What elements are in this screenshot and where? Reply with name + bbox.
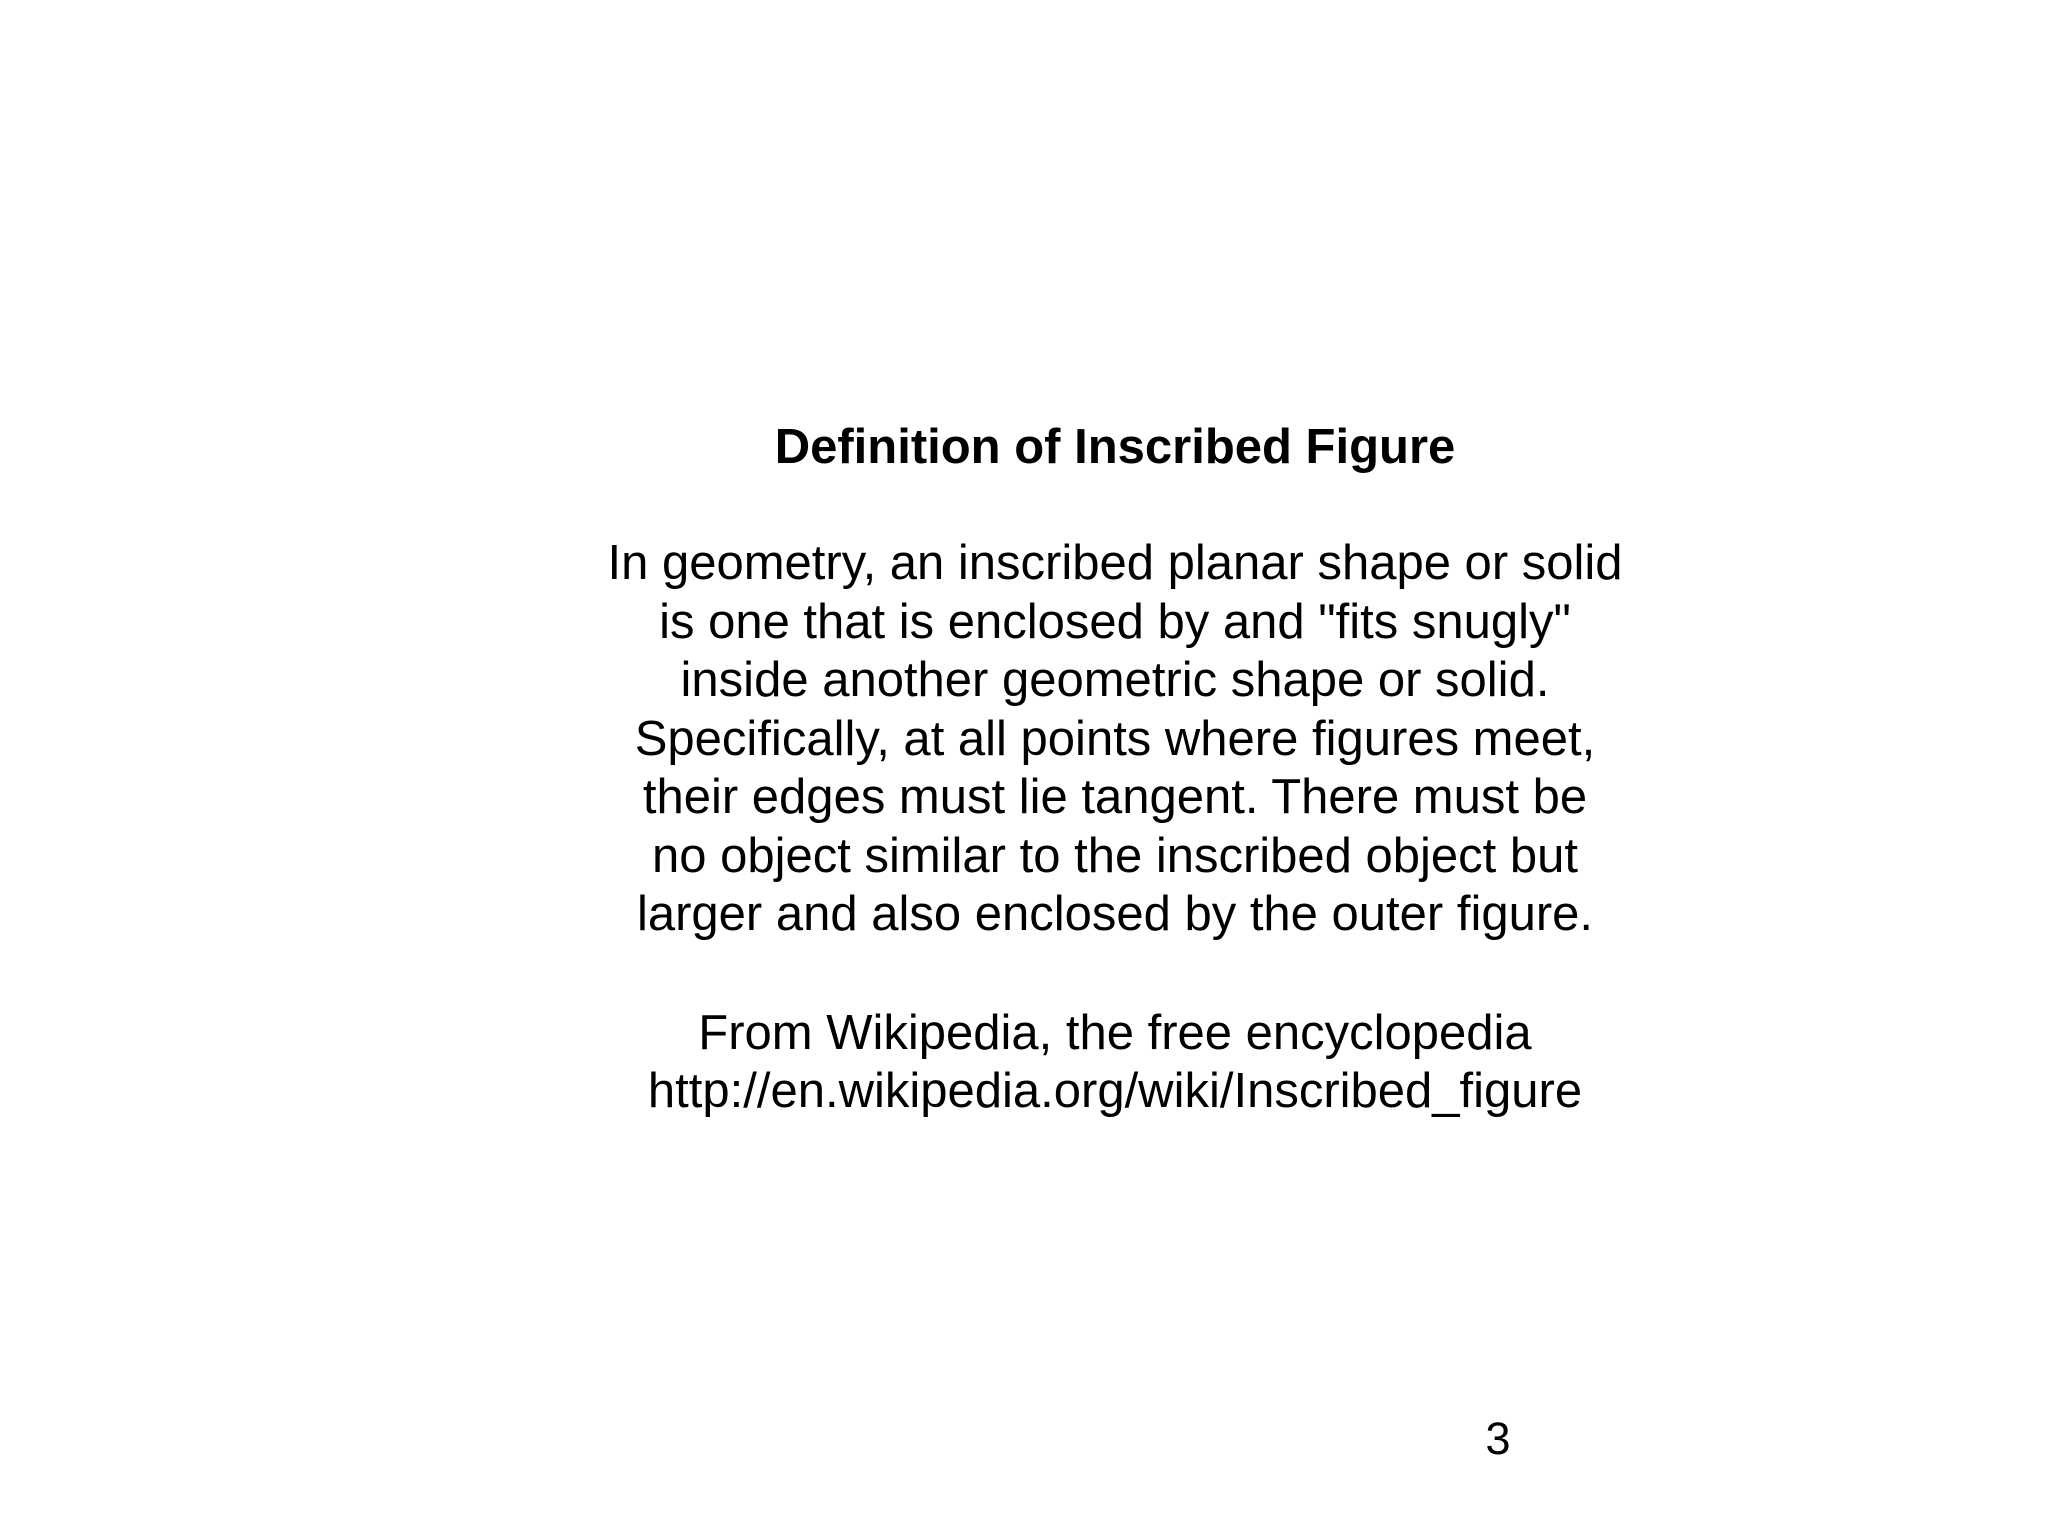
page-number: 3	[1485, 1413, 1511, 1464]
definition-line: larger and also enclosed by the outer figure.	[636, 887, 1594, 941]
definition-line: is one that is enclosed by and "fits snugly"	[659, 594, 1571, 649]
definition-line: their edges must lie tangent. There must be	[642, 770, 1588, 824]
definition-text	[540, 534, 1690, 944]
source-citation	[540, 1004, 1690, 1121]
definition-line: inside another geometric shape or solid.	[680, 653, 1550, 707]
slide-content	[540, 418, 1690, 1121]
definition-line: In geometry, an inscribed planar shape or solid	[607, 536, 1623, 590]
source-url: http://en.wikipedia.org/wiki/Inscribed_figure	[647, 1064, 1583, 1118]
source-name: From Wikipedia, the free encyclopedia	[698, 1005, 1532, 1060]
slide-title: Definition of Inscribed Figure	[774, 420, 1456, 474]
definition-line: Specifically, at all points where figures meet,	[634, 711, 1596, 766]
definition-line: no object similar to the inscribed object but	[651, 828, 1579, 883]
